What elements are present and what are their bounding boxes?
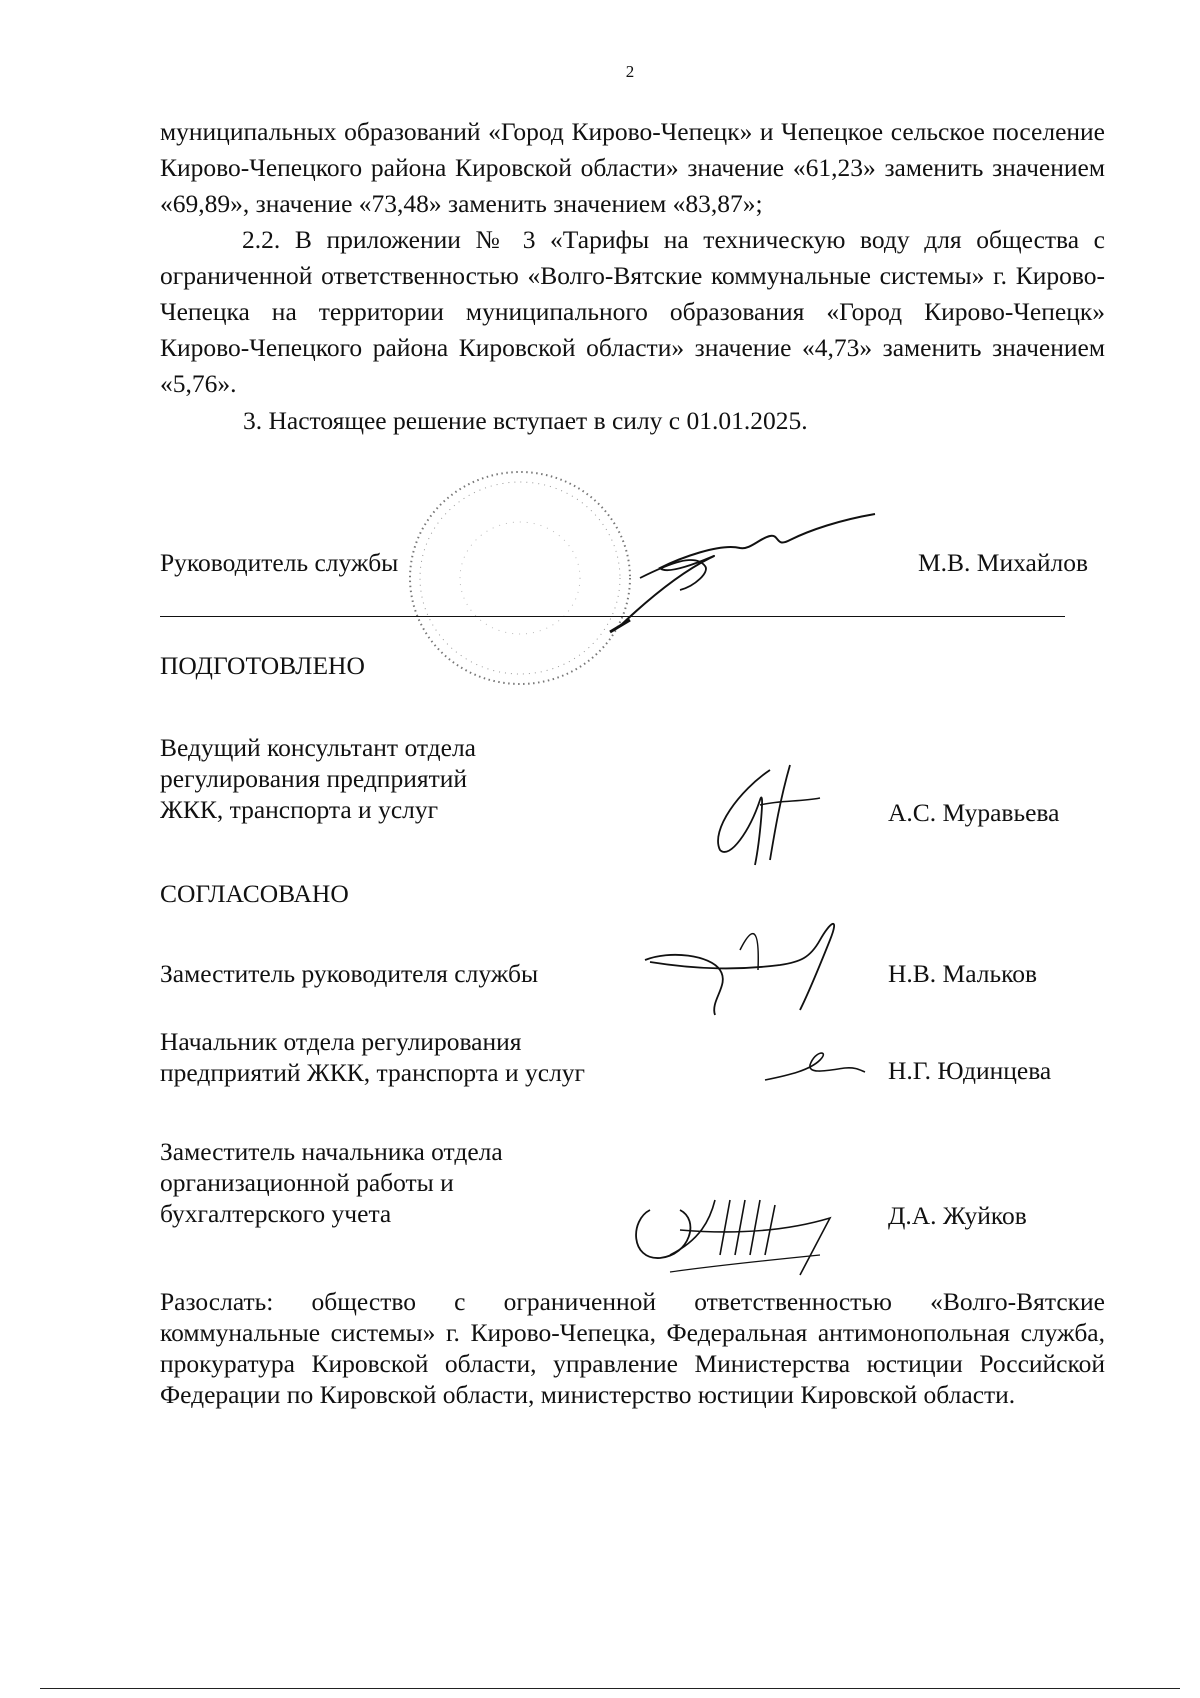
agreed-heading: СОГЛАСОВАНО (160, 879, 349, 908)
agreed-signer-1-position (160, 958, 538, 989)
paragraph-3: 3. Настоящее решение вступает в силу с 01.01.2025. (243, 406, 808, 435)
agreed-signer-3-position (160, 1136, 503, 1229)
agreed-signer-3-name: Д.А. Жуйков (888, 1201, 1027, 1230)
agreed-signer-2-line-2: предприятий ЖКК, транспорта и услуг (160, 1058, 586, 1087)
agreed-signer-3-line-3: бухгалтерского учета (160, 1199, 392, 1228)
paragraph-2-2: 2.2. В приложении № 3 «Тарифы на техническую воду для общества с ограниченной ответственностью «Волго-Вятские коммунальные системы» г. Кирово-Чепецка на территории муниципального образования «Город Кирово-Чепецк» Кирово-Чепецкого района Кировской области» значение «4,73» заменить значением «5,76». (160, 225, 1105, 398)
agreed-signer-3-line-1: Заместитель начальника отдела (160, 1137, 503, 1166)
prepared-heading: ПОДГОТОВЛЕНО (160, 651, 365, 680)
prepared-line-2: регулирования предприятий (160, 764, 468, 793)
bottom-edge-rule (40, 1688, 1180, 1689)
agreed-signer-1-signature (640, 910, 890, 1020)
agreed-signer-1-line-1: Заместитель руководителя службы (160, 959, 539, 988)
prepared-signature (700, 760, 830, 870)
signature-rule (160, 616, 1065, 617)
prepared-line-3: ЖКК, транспорта и услуг (160, 795, 439, 824)
agreed-signer-2-position (160, 1026, 585, 1088)
mailing-list: Разослать: общество с ограниченной ответственностью «Волго-Вятские коммунальные системы» г. Кирово-Чепецка, Федеральная антимонопольная служба, прокуратура Кировской области, управление Министерства юстиции Российской Федерации по Кировской области, министерство юстиции Кировской области. (160, 1287, 1105, 1409)
agreed-signer-2-line-1: Начальник отдела регулирования (160, 1027, 522, 1056)
agreed-signer-3-line-2: организационной работы и (160, 1168, 454, 1197)
paragraph-continuation: муниципальных образований «Город Кирово-Чепецк» и Чепецкое сельское поселение Кирово-Чепецкого района Кировской области» значение «61,23» заменить значением «69,89», значение «73,48» заменить значением «83,87»; (160, 117, 1105, 218)
agreed-signer-2-signature (760, 1040, 870, 1090)
head-name: М.В. Михайлов (918, 548, 1089, 577)
agreed-signer-3-signature (620, 1180, 860, 1280)
prepared-position (160, 732, 476, 825)
agreed-signer-2-name: Н.Г. Юдинцева (888, 1056, 1052, 1085)
page-number: 2 (625, 62, 635, 81)
agreed-signer-1-name: Н.В. Мальков (888, 959, 1038, 988)
prepared-line-1: Ведущий консультант отдела (160, 733, 476, 762)
prepared-name: А.С. Муравьева (888, 798, 1060, 827)
head-title: Руководитель службы (160, 548, 399, 577)
head-signature (600, 508, 880, 638)
